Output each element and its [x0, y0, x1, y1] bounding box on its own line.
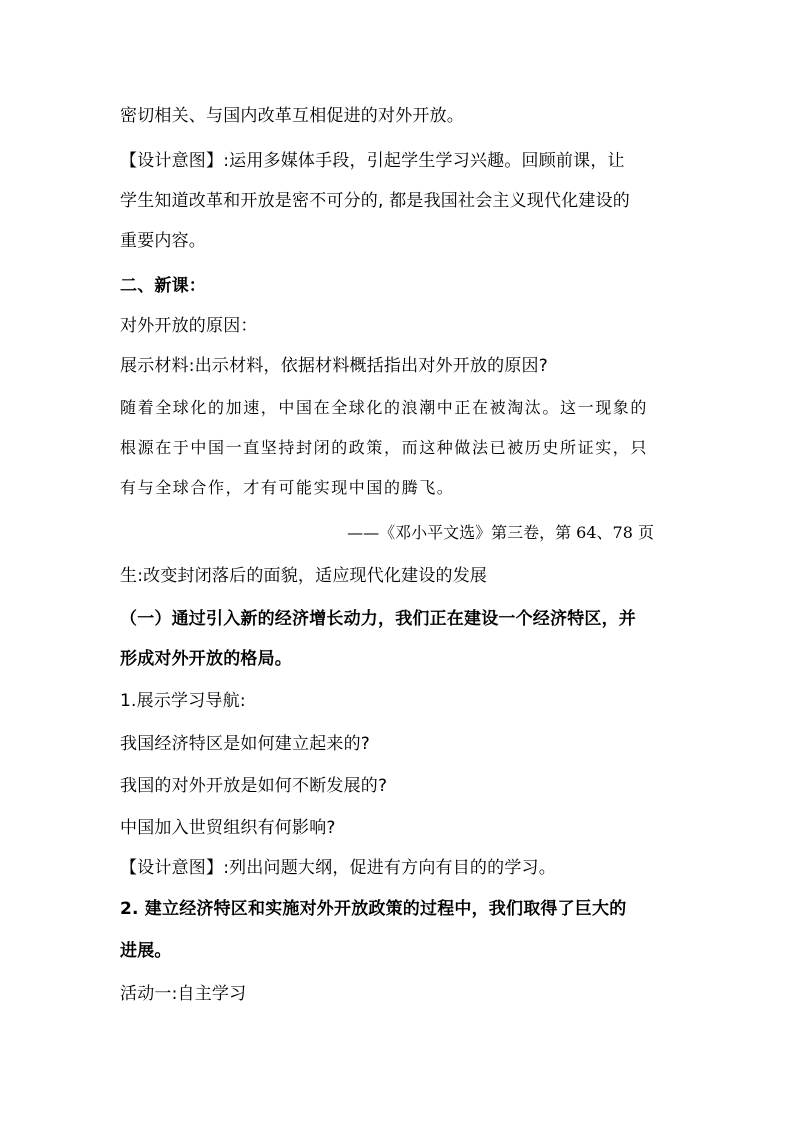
design-intent-line: 【设计意图】:运用多媒体手段，引起学生学习兴趣。回顾前课，让: [120, 151, 625, 171]
question-line: 我国的对外开放是如何不断发展的?: [120, 776, 388, 796]
text-line: 展示材料:出示材料，依据材料概括指出对外开放的原因?: [120, 356, 548, 376]
text-line: 密切相关、与国内改革互相促进的对外开放。: [120, 106, 464, 126]
section-heading: 二、新课：: [120, 276, 206, 296]
quote-line: 根源在于中国一直坚持封闭的政策，而这种做法已被历史所证实，只: [120, 438, 649, 457]
subsection-heading: 进展。: [120, 941, 172, 961]
question-line: 中国加入世贸组织有何影响?: [120, 818, 336, 838]
subsection-heading: （一）通过引入新的经济增长动力，我们正在建设一个经济特区，并: [120, 609, 636, 629]
subsection-heading: 2. 建立经济特区和实施对外开放政策的过程中，我们取得了巨大的: [120, 899, 627, 919]
text-line: 对外开放的原因：: [120, 316, 258, 336]
subsection-heading: 形成对外开放的格局。: [120, 649, 292, 669]
text-line: 活动一:自主学习: [120, 984, 247, 1004]
text-line: 1.展示学习导航:: [120, 691, 246, 711]
quote-citation: ——《邓小平文选》第三卷，第 64、78 页: [347, 523, 654, 542]
design-intent-line: 【设计意图】:列出问题大纲，促进有方向有目的的学习。: [120, 858, 556, 878]
quote-line: 有与全球合作，才有可能实现中国的腾飞。: [120, 478, 455, 497]
text-line: 生:改变封闭落后的面貌，适应现代化建设的发展: [120, 566, 488, 586]
text-line: 重要内容。: [120, 231, 206, 251]
quote-line: 随着全球化的加速，中国在全球化的浪潮中正在被淘汰。这一现象的: [120, 398, 649, 417]
text-line: 学生知道改革和开放是密不可分的, 都是我国社会主义现代化建设的: [120, 191, 631, 211]
question-line: 我国经济特区是如何建立起来的?: [120, 734, 371, 754]
